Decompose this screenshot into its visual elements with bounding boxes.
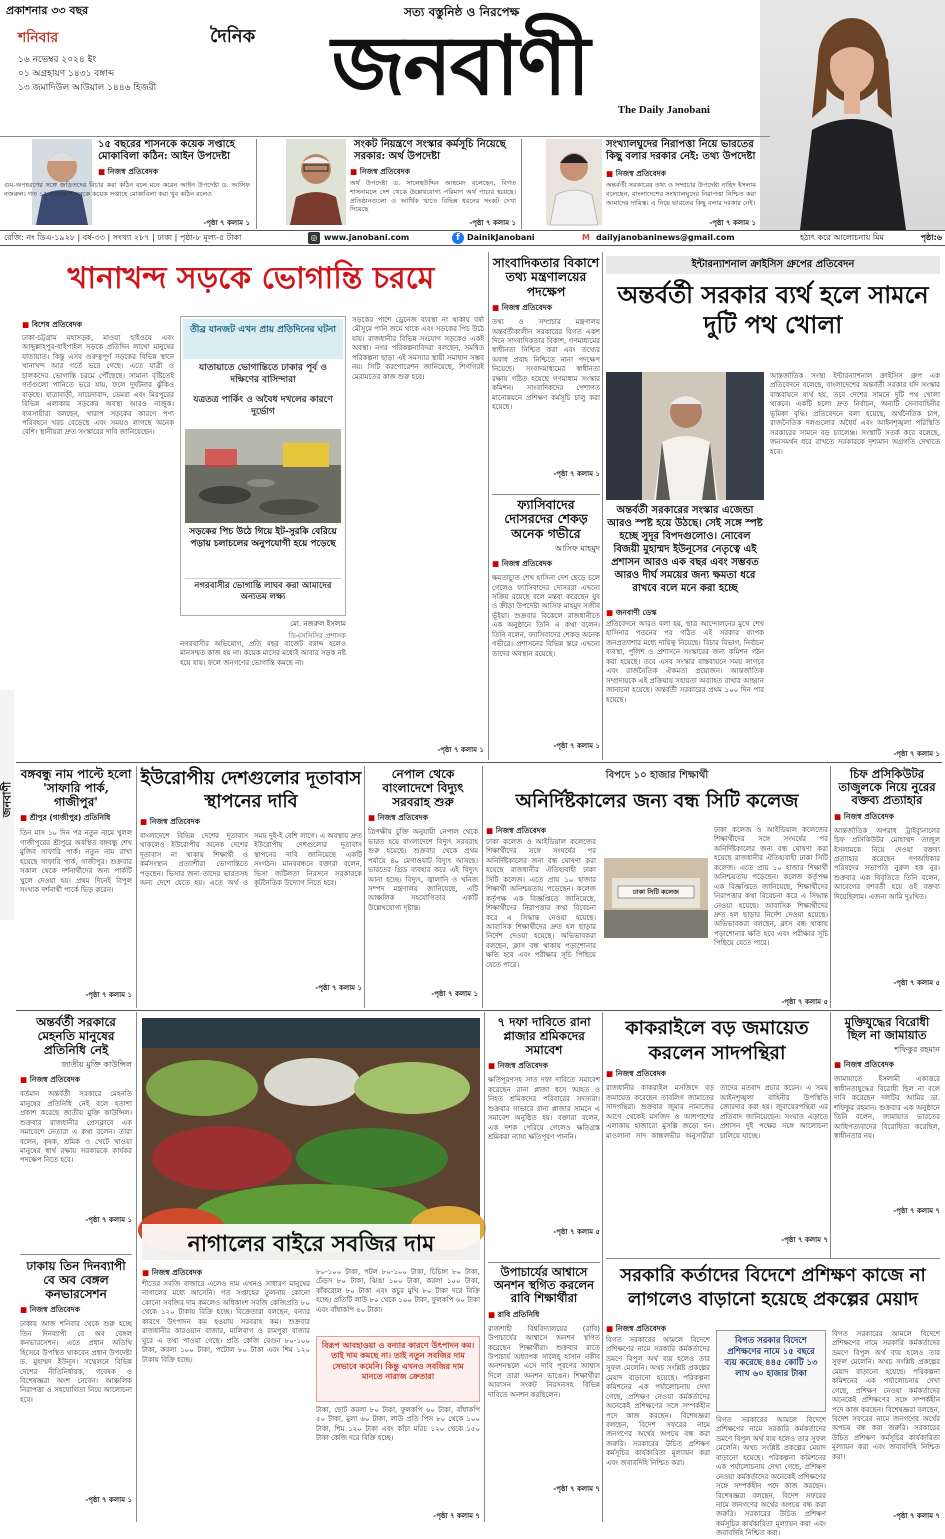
crisis-kicker: ইন্টারন্যাশনাল ক্রাইসিস গ্রুপের প্রতিবেদন bbox=[606, 256, 940, 274]
teaser-body: অন্তর্বর্তী সরকারের তথ্য ও সম্প্রচার উপদেষ্টা নাহিদ ইসলাম বলেছেন, বাংলাদেশের সংখ্যালঘুদের নিরাপত্তা নিশ্চিত করা আমাদের দায়িত্ব। এ নিয়ে ভারতের কিছু বলার দরকার নেই। bbox=[606, 181, 756, 207]
registration-info: রেজি: নং ডিএ-১৯২৮ | বর্ষ-৩৩ | সংখ্যা ২৮৭ | ঢাকা | পৃষ্ঠা-৮ মূল্য-৫ টাকা bbox=[4, 233, 242, 242]
finance-adviser-photo bbox=[286, 139, 346, 225]
crisis-body-1: আন্তর্জাতিক সংস্থা ইন্টারন্যাশনাল ক্রাইসিস গ্রুপ এক প্রতিবেদনে বলেছে, বাংলাদেশের অন্তর্বর্তী সরকার যদি সংস্কার বাস্তবায়নে ব্যর্থ হয়, তবে দেশের সামনে দুটি পথ খোলা থাকবে। একটি হলো দ্রুত নির্বাচন, অন্যটি সেনাবাহিনীর ভূমিকা বৃদ্ধি। প্রতিবেদনে বলা হয়েছে, অর্থনৈতিক চাপ, রাজনৈতিক দলগুলোর অধৈর্য এবং আইনশৃঙ্খলা পরিস্থিতি সরকারের সামনে বড় চ্যালেঞ্জ। সংস্থাটি সতর্ক করে বলেছে, জনসমর্থন ধরে রাখতে সরকারকে দৃশ্যমান অগ্রগতি দেখাতে হবে। bbox=[770, 372, 940, 456]
labour-source: জাতীয় মুক্তি কাউন্সিল bbox=[61, 1060, 132, 1070]
logo-text: জনবাণী bbox=[331, 18, 589, 114]
info-adviser-photo bbox=[546, 139, 602, 225]
lead-byline: ■ বিশেষ প্রতিবেদক bbox=[22, 320, 172, 332]
college-story[interactable] bbox=[486, 768, 828, 1008]
press-body: তথ্য ও সম্প্রচার মন্ত্রণালয় অন্তর্বর্তীকালীন সরকারের বিগত একশ দিনে সাংবাদিকতার বিকাশ, গণমাধ্যমের স্বাধীনতা নিশ্চিত করা এবং তথ্যের অবাধ প্রবাহ নিশ্চিতে নানা পদক্ষেপ নিয়েছে। সংবাদমাধ্যমের স্বাধীনতা রক্ষায় গঠিত হয়েছে গণমাধ্যম সংস্কার কমিশন। সাংবাদিকদের পেশাগত মানোন্নয়নে প্রশিক্ষণ কর্মসূচি চালু করা হয়েছে। bbox=[492, 318, 600, 412]
anniversary-label: প্রকাশনার ৩৩ বছর bbox=[6, 4, 89, 17]
masthead bbox=[0, 0, 945, 136]
fascist-body: ক্ষমতাচ্যুত শেখ হাসিনা দেশ ছেড়ে চলে গেলেও ফ্যাসিবাদের দোসররা এখনো সক্রিয় রয়েছে বলে মন্তব্য করেছেন যুব ও ক্রীড়া উপদেষ্টা আসিফ মাহমুদ সজীব ভূঁইয়া। শুক্রবার বিকেলে রাজধানীতে এক অনুষ্ঠানে তিনি এ কথা বলেন। তিনি বলেন, ফ্যাসিবাদের শেকড় অনেক গভীরে। প্রশাসনের বিভিন্ন স্তরে এখনো তাদের অবস্থান রয়েছে। bbox=[492, 574, 600, 658]
email-link[interactable]: dailyjanobaninews@gmail.com bbox=[596, 233, 735, 242]
feature-box-subtitle-2: যত্রতত্র পার্কিং ও অবৈধ দখলের কারণে দুর্ভোগ bbox=[193, 395, 333, 417]
date-english: ১৬ নভেম্বর ২০২৪ ইং bbox=[18, 55, 97, 65]
bengal-story[interactable] bbox=[20, 1260, 132, 1522]
prosecutor-byline: ■ নিজস্ব প্রতিবেদক bbox=[834, 812, 940, 824]
college-continued: -পৃষ্ঠা ৭ কলাম ৫ bbox=[781, 998, 828, 1006]
bengal-continued: -পৃষ্ঠা ৭ কলাম ১ bbox=[85, 1496, 132, 1505]
safari-body: তিন মাস ১০ দিন পর নতুন নামে খুলল গাজীপুরের শ্রীপুরে অবস্থিত বঙ্গবন্ধু শেখ মুজিব সাফারি পার্ক। নতুন নাম রাখা হয়েছে সাফারি পার্ক, গাজীপুর। শুক্রবার সকাল থেকে দর্শনার্থীদের জন্য পার্কটি খুলে দেওয়া হয়। প্রথম দিনেই বিপুল সংখ্যক দর্শনার্থী পার্কে ভিড় করেন। bbox=[20, 829, 132, 895]
nepal-headline: নেপাল থেকে বাংলাদেশে বিদ্যুৎ সরবরাহ শুরু bbox=[382, 767, 464, 809]
kakrail-body: রাজধানীর কাকরাইল মসজিদে বড় জমায়েত করেছেন তাবলিগ জামাতের সাদপন্থিরা। শুক্রবার জুমার নামাজের আগে থেকেই মসজিদ ও আশপাশের এলাকায় হাজারো মুসল্লি জড়ো হন। মাওলানা সাদ কান্ধলভীর অনুসারীরা তাদের মতবাদ প্রচার করেন। এ সময় আইনশৃঙ্খলা বাহিনীর উপস্থিতি জোরদার করা হয়। জুবায়েরপন্থিরা এর প্রতিবাদ জানিয়েছেন। সংঘাত এড়াতে প্রশাসন দুই পক্ষের সঙ্গে আলোচনা চালিয়ে যাচ্ছে। bbox=[606, 1084, 828, 1140]
college-kicker: বিপদে ১০ হাজার শিক্ষার্থী bbox=[605, 770, 709, 781]
teaser-continued: -পৃষ্ঠা ৭ কলাম ১ bbox=[709, 219, 756, 227]
logo-subtitle: The Daily Janobani bbox=[617, 104, 710, 116]
teaser-title: ১৫ বছরের শাসনকে কয়েক সপ্তাহে মোকাবিলা কঠিন: আইন উপদেষ্টা bbox=[98, 139, 235, 162]
embassy-headline: ইউরোপীয় দেশগুলোর দূতাবাস স্থাপনের দাবি bbox=[140, 768, 362, 812]
teaser-body: অর্থ উপদেষ্টা ড. সালেহউদ্দিন আহমেদ বলেছেন, বিগত শাসনামলে দেশ থেকে উল্লেখযোগ্য পরিমাণ অর্থ পাচার হয়েছে। প্রতিষ্ঠানগুলো ও আর্থিক খাতে বিভিন্ন ধরনের সংকট দেখা দিয়েছে bbox=[350, 179, 516, 214]
nepal-byline: ■ নিজস্ব প্রতিবেদক bbox=[368, 813, 478, 825]
feature-box-subtitle: যাতায়াতে ভোগান্তিতে ঢাকার পূর্ব ও দক্ষিণের বাসিন্দারা bbox=[199, 363, 327, 385]
lead-body-2: সড়কের পাশে ড্রেনেজ ব্যবস্থা না থাকায় বর্ষা মৌসুমে পানি জমে থাকে এবং সড়কের পিচ উঠে যায়। রাজধানীর বিভিন্ন সংযোগ সড়কেও একই অবস্থা। নগর পরিকল্পনাবিদরা বলছেন, সমন্বিত পরিকল্পনা ছাড়া এই সমস্যার স্থায়ী সমাধান সম্ভব নয়। সিটি করপোরেশন জানিয়েছে, শিগগিরই মেরামতের কাজ শুরু হবে। bbox=[352, 316, 484, 381]
training-headline: সরকারি কর্তাদের বিদেশে প্রশিক্ষণ কাজে না লাগলেও বাড়ানো হয়েছে প্রকল্পের মেয়াদ bbox=[620, 1265, 926, 1311]
safari-headline: বঙ্গবন্ধু নাম পাল্টে হলো 'সাফারি পার্ক, গাজীপুর' bbox=[20, 767, 132, 809]
website-link[interactable]: www.janobani.com bbox=[324, 233, 410, 242]
embassy-body: বাংলাদেশে বিভিন্ন দেশের দূতাবাস থাকলেও ইউরোপীয় অনেক দেশের দূতাবাস না থাকায় শিক্ষার্থী ও কর্মসংস্থান প্রত্যাশীরা ভোগান্তিতে পড়ছেন। ভিসার জন্য তাদের ভারতসহ অন্য দেশে যেতে হয়। এতে অর্থ ও সময় দুই-ই বেশি লাগে। এ অবস্থায় দ্রুত ইউরোপীয় দেশগুলোর দূতাবাস স্থাপনের দাবি জানিয়েছে একটি সংগঠন। মানববন্ধনে বক্তারা বলেন, ভিসা জটিলতা নিরসনে সরকারকে কূটনৈতিক উদ্যোগ নিতে হবে। bbox=[140, 832, 362, 888]
lead-headline: খানাখন্দ সড়কে ভোগান্তি চরমে bbox=[67, 261, 435, 296]
yunus-photo bbox=[606, 372, 764, 500]
crisis-pullquote: অন্তর্বর্তী সরকারের সংস্কার এজেন্ডা আরও স্পষ্ট হয়ে উঠছে। সেই সঙ্গে স্পষ্ট হচ্ছে সুদূর বিপদগুলোও। নোবেল বিজয়ী মুহাম্মদ ইউনূসের নেতৃত্বে এই প্রশাসন আরও এক বছর এবং সম্ভবত আরও দীর্ঘ সময়ের জন্য ক্ষমতা ধরে রাখবে বলে মনে করা হচ্ছে bbox=[607, 505, 763, 594]
teaser-continued: -পৃষ্ঠা ৭ কলাম ১ bbox=[203, 219, 250, 227]
feature-box-title: তীব্র যানজট এখন প্রায় প্রতিদিনের ঘটনা bbox=[183, 319, 343, 359]
prosecutor-body: আন্তর্জাতিক অপরাধ ট্রাইব্যুনালের চিফ প্রসিকিউটর মোহাম্মদ তাজুল ইসলামকে নিয়ে দেওয়া বক্তব্য প্রত্যাহার করেছেন গণঅধিকার পরিষদের সভাপতি নুরুল হক নুর। শুক্রবার এক বিবৃতিতে তিনি বলেন, আবেগের বশবর্তী হয়ে ওই বক্তব্য দিয়েছিলাম। এজন্য আমি দুঃখিত। bbox=[834, 826, 940, 901]
jamaat-story[interactable] bbox=[834, 1016, 940, 1256]
rabi-byline: ■ রাবি প্রতিনিধি bbox=[488, 1310, 600, 1322]
lead-body-1: ঢাকা-চট্টগ্রাম মহাসড়ক, মাওয়া হাইওয়ে এবং আব্দুল্লাহপুর-বাইপাইল সড়কে প্রতিদিন লাখো মানুষের যাতায়াত। কিন্তু এসব গুরুত্বপূর্ণ সড়কের বিভিন্ন স্থানে খানাখন্দ আর গর্তে ভরে গেছে। এতে যাত্রী ও চালকদের ভোগান্তি চরমে পৌঁছেছে। সামান্য বৃষ্টিতেই গর্তগুলো পানিতে ভরে যায়, ফলে দুর্ঘটনার ঝুঁকিও বাড়ছে। যাত্রাবাড়ী, সায়েদাবাদ, ডেমরা এবং মিরপুরের বিভিন্ন এলাকায় সড়কের অবস্থা আরও নাজুক। ব্যবসায়ীরা বলছেন, খারাপ সড়কের কারণে পণ্য পরিবহনে খরচ বেড়েছে এবং সময়ও লাগছে অনেক বেশি। স্থানীয়রা দ্রুত সংস্কারের দাবি জানিয়েছেন। bbox=[22, 334, 174, 437]
jamaat-speaker: শফিকুর রহমান bbox=[894, 1045, 940, 1055]
training-continued: -পৃষ্ঠা ৭ কলাম ৭ bbox=[893, 1512, 940, 1520]
teaser-finance-adviser[interactable] bbox=[260, 139, 518, 227]
press-story[interactable] bbox=[492, 256, 600, 492]
labour-story[interactable] bbox=[20, 1016, 132, 1246]
fascist-story[interactable] bbox=[492, 498, 600, 760]
college-body: ঢাকা কলেজ ও আইডিয়াল কলেজের শিক্ষার্থীদের সঙ্গে সংঘর্ষের পর অনির্দিষ্টকালের জন্য বন্ধ ঘোষণা করা হয়েছে রাজধানীর ঐতিহ্যবাহী ঢাকা সিটি কলেজ। এতে প্রায় ১০ হাজার শিক্ষার্থী অনিশ্চয়তায় পড়েছেন। কলেজ কর্তৃপক্ষ এক বিজ্ঞপ্তিতে জানিয়েছে, শিক্ষার্থীদের নিরাপত্তার কথা বিবেচনা করে এ সিদ্ধান্ত নেওয়া হয়েছে। আবাসিক শিক্ষার্থীদের দ্রুত হল ছাড়ার নির্দেশ দেওয়া হয়েছে। অভিভাবকরা বলছেন, ক্লাস বন্ধ থাকায় পড়াশোনার ক্ষতি হবে এবং পরীক্ষার সূচি পিছিয়ে যেতে পারে। bbox=[486, 838, 596, 969]
facebook-link[interactable]: DainikJanobani bbox=[467, 233, 535, 242]
mail-icon: M bbox=[582, 233, 590, 242]
kakrail-headline: কাকরাইলে বড় জমায়েত করলেন সাদপন্থিরা bbox=[625, 1017, 809, 1064]
labour-byline: ■ নিজস্ব প্রতিবেদক bbox=[20, 1075, 132, 1087]
teaser-continued: -পৃষ্ঠা ৭ কলাম ১ bbox=[469, 219, 516, 227]
side-strip-logo: জনবাণী bbox=[0, 781, 14, 818]
page-number: পৃষ্ঠা:৬ bbox=[920, 233, 942, 242]
feature-quote: সড়কের পিচ উঠে গিয়ে ইট-সুরকি বেরিয়ে পড়ায় চলাচলের অনুপযোগী হয়ে পড়েছে bbox=[185, 527, 341, 579]
safari-continued: -পৃষ্ঠা ৭ কলাম ১ bbox=[85, 991, 132, 1000]
broken-road-photo bbox=[185, 429, 341, 523]
date-hijri: ১৩ জমাদিউল আউয়াল ১৪৪৬ হিজরী bbox=[18, 83, 157, 93]
slogan: সত্য বস্তুনিষ্ঠ ও নিরপেক্ষ bbox=[404, 5, 520, 19]
lead-body-3: নগরবাসীর অভিযোগ, প্রতি বছর বাজেট বরাদ্দ হলেও মানসম্মত কাজ হয় না। কয়েক মাসের মধ্যেই আবার সড়ক নষ্ট হয়ে যায়। ফলে জনগণের ভোগান্তি কমছে না। bbox=[180, 640, 346, 667]
bengal-body: ঢাকায় আজ শনিবার থেকে শুরু হচ্ছে তিন দিনব্যাপী বে অব বেঙ্গল কনভারসেশন। এতে প্রধান অতিথি হিসেবে উপস্থিত থাকবেন প্রধান উপদেষ্টা ড. মুহাম্মদ ইউনূস। সম্মেলনে বিভিন্ন দেশের নীতিনির্ধারক, গবেষক ও বিশেষজ্ঞরা অংশ নেবেন। আঞ্চলিক নিরাপত্তা ও সহযোগিতা নিয়ে আলোচনা হবে। bbox=[20, 1320, 132, 1404]
embassy-continued: -পৃষ্ঠা ৭ কলাম ১ bbox=[315, 984, 362, 992]
training-body-3: বিগত সরকারের আমলে বিদেশে প্রশিক্ষণের নামে সরকারি কর্মকর্তাদের ভ্রমণে বিপুল অর্থ ব্যয় হলেও তার সুফল মেলেনি। অথচ সংশ্লিষ্ট প্রকল্পের মেয়াদ বাড়ানো হয়েছে। পরিকল্পনা কমিশনের এক পর্যালোচনায় দেখা গেছে, প্রশিক্ষণ নেওয়া কর্মকর্তাদের অনেকেই প্রশিক্ষণের সঙ্গে সম্পর্কহীন পদে কাজ করছেন। বিশেষজ্ঞরা বলছেন, বিদেশ সফরের নামে জনগণের অর্থের অপচয় বন্ধ করা জরুরি। সরকারের উচিত প্রশিক্ষণ কর্মসূচির কার্যকারিতা মূল্যায়ন করা এবং জবাবদিহি নিশ্চিত করা। bbox=[832, 1330, 940, 1461]
bengal-byline: ■ নিজস্ব প্রতিবেদক bbox=[20, 1305, 132, 1317]
date-bangla: ০১ অগ্রহায়ণ ১৪৩১ বঙ্গাব্দ bbox=[18, 69, 115, 79]
jamaat-byline: ■ নিজস্ব প্রতিবেদক bbox=[834, 1060, 940, 1072]
crisis-continued: -পৃষ্ঠা ৭ কলাম ১ bbox=[893, 750, 940, 758]
training-highlight-box: বিগত সরকার বিদেশে প্রশিক্ষণের নামে ১৫ বছরে ব্যয় করেছে ৪৪৫ কোটি ১৩ লাখ ৬০ হাজার টাকা bbox=[716, 1330, 826, 1412]
teaser-byline: ■ নিজস্ব প্রতিবেদক bbox=[350, 167, 512, 179]
crisis-byline: ■ জনবাণী ডেস্ক bbox=[606, 608, 764, 620]
prosecutor-story[interactable] bbox=[834, 768, 940, 1008]
bengal-headline: ঢাকায় তিন দিনব্যাপী বে অব বেঙ্গল কনভারসেশন bbox=[26, 1259, 126, 1301]
newspaper-logo[interactable] bbox=[205, 18, 715, 114]
nepal-continued: -পৃষ্ঠা ৭ কলাম ১ bbox=[431, 990, 478, 999]
prosecutor-headline: চিফ প্রসিকিউটর তাজুলকে নিয়ে নুরের বক্তব্য প্রত্যাহার bbox=[838, 767, 936, 808]
embassy-story[interactable] bbox=[140, 768, 362, 1008]
vegetable-byline: ■ নিজস্ব প্রতিবেদক bbox=[142, 1268, 312, 1280]
side-strip bbox=[0, 690, 14, 920]
vegetable-headline-bar[interactable] bbox=[142, 1224, 480, 1264]
embassy-byline: ■ নিজস্ব প্রতিবেদক bbox=[140, 817, 362, 829]
fascist-headline: ফ্যাসিবাদের দোসরদের শেকড় অনেক গভীরে bbox=[504, 497, 588, 541]
woman-figure-icon bbox=[760, 0, 945, 230]
press-continued: -পৃষ্ঠা ৭ কলাম ১ bbox=[553, 470, 600, 479]
crisis-body-2: প্রতিবেদনে আরও বলা হয়, ছাত্র আন্দোলনের মুখে শেখ হাসিনার পতনের পর গঠিত এই সরকার ব্যাপক জনপ্রত্যাশার মধ্যে দায়িত্ব নিয়েছে। বিচার বিভাগ, নির্বাচন ব্যবস্থা, পুলিশ ও প্রশাসনে সংস্কারের জন্য কমিশন গঠন করা হয়েছে। তবে এসব সংস্কার বাস্তবায়নে সময় লাগবে এবং রাজনৈতিক ঐকমত্য প্রয়োজন। আন্তর্জাতিক সম্প্রদায়কে এই প্রক্রিয়ায় সহায়তা অব্যাহত রাখার আহ্বান জানানো হয়েছে। অন্তর্বর্তী সরকারের প্রথম ১০০ দিন পার হয়েছে। bbox=[606, 620, 764, 704]
college-body-2: ঢাকা কলেজ ও আইডিয়াল কলেজের শিক্ষার্থীদের সঙ্গে সংঘর্ষের পর অনির্দিষ্টকালের জন্য বন্ধ ঘোষণা করা হয়েছে রাজধানীর ঐতিহ্যবাহী ঢাকা সিটি কলেজ। এতে প্রায় ১০ হাজার শিক্ষার্থী অনিশ্চয়তায় পড়েছেন। কলেজ কর্তৃপক্ষ এক বিজ্ঞপ্তিতে জানিয়েছে, শিক্ষার্থীদের নিরাপত্তার কথা বিবেচনা করে এ সিদ্ধান্ত নেওয়া হয়েছে। আবাসিক শিক্ষার্থীদের দ্রুত হল ছাড়ার নির্দেশ দেওয়া হয়েছে। অভিভাবকরা বলছেন, ক্লাস বন্ধ থাকায় পড়াশোনার ক্ষতি হবে এবং পরীক্ষার সূচি পিছিয়ে যেতে পারে। bbox=[714, 826, 828, 948]
quote-author: মো. নজরুল ইসলাম bbox=[290, 620, 346, 628]
jamaat-headline: মুক্তিযুদ্ধের বিরোধী ছিল না জামায়াত bbox=[844, 1015, 930, 1043]
training-body-2: বিগত সরকারের আমলে বিদেশে প্রশিক্ষণের নামে সরকারি কর্মকর্তাদের ভ্রমণে বিপুল অর্থ ব্যয় হলেও তার সুফল মেলেনি। অথচ সংশ্লিষ্ট প্রকল্পের মেয়াদ বাড়ানো হয়েছে। পরিকল্পনা কমিশনের এক পর্যালোচনায় দেখা গেছে, প্রশিক্ষণ নেওয়া কর্মকর্তাদের অনেকেই প্রশিক্ষণের সঙ্গে সম্পর্কহীন পদে কাজ করছেন। বিশেষজ্ঞরা বলছেন, বিদেশ সফরের নামে জনগণের অর্থের অপচয় বন্ধ করা জরুরি। সরকারের উচিত প্রশিক্ষণ কর্মসূচির কার্যকারিতা মূল্যায়ন করা এবং জবাবদিহি নিশ্চিত করা। bbox=[716, 1416, 826, 1538]
dainik-label: দৈনিক bbox=[210, 26, 256, 47]
teaser-title: সংখ্যালঘুদের নিরাপত্তা নিয়ে ভারতের কিছু বলার দরকার নেই: তথ্য উপদেষ্টা bbox=[606, 139, 756, 162]
info-bar bbox=[0, 230, 945, 246]
vegetable-body-2: ৮০-১০০ টাকা, পটল ৮০-১০০ টাকা, চিচিঙ্গা ৮০ টাকা, ঢেঁড়স ৮০ টাকা, ঝিঙা ১০০ টাকা, করলা ১০০ টাকা, কাঁকরোল ৮০ টাকা এবং কচুর মুখি ৮০ টাকা দরে বিক্রি হচ্ছে। প্রতিটি লাউ ৮০ থেকে ১০০ টাকা, ফুলকপি ৬০ টাকা এবং বাঁধাকপি ৫০ টাকা। bbox=[316, 1268, 480, 1314]
garments-body: ক্ষতিপূরণসহ সাত দফা দাবিতে সমাবেশ করেছেন রানা প্লাজা ধসে আহত ও নিহত শ্রমিকদের পরিবারের সদস্যরা। শুক্রবার সাভারে রানা প্লাজার সামনে এ সমাবেশ অনুষ্ঠিত হয়। বক্তারা বলেন, এক দশক পেরিয়ে গেলেও ক্ষতিগ্রস্ত শ্রমিকরা ন্যায্য ক্ষতিপূরণ পাননি। bbox=[488, 1076, 600, 1142]
vegetable-headline: নাগালের বাইরে সবজির দাম bbox=[187, 1231, 435, 1257]
teaser-info-adviser[interactable] bbox=[526, 139, 758, 227]
garments-story[interactable] bbox=[488, 1016, 600, 1262]
feature-quote-2: নগরবাসীর ভোগান্তি লাঘব করা আমাদের অন্যতম লক্ষ্য bbox=[194, 581, 332, 603]
vegetable-pullquote: বিরূপ আবহাওয়া ও বন্যার কারণে উৎপাদন কম। তাই দাম কমছে না। তাই নতুন সবজির দাম সেভাবে কমেনি। কিন্তু এখনও সবজির দাম মানতে নারাজ ক্রেতারা bbox=[316, 1336, 480, 1402]
labour-continued: -পৃষ্ঠা ৭ কলাম ১ bbox=[85, 1216, 132, 1225]
teaser-byline: ■ নিজস্ব প্রতিবেদক bbox=[606, 169, 756, 181]
celebrity-photo bbox=[760, 0, 945, 230]
rabi-headline: উপাচার্যের আশ্বাসে অনশন স্থগিত করলেন রাবি শিক্ষার্থীরা bbox=[494, 1265, 594, 1306]
quote-attribution bbox=[180, 618, 346, 640]
globe-icon: ◎ bbox=[308, 232, 320, 244]
nepal-story[interactable] bbox=[368, 768, 478, 1008]
college-sign-text: ঢাকা সিটি কলেজ bbox=[633, 888, 679, 896]
lead-continued: -পৃষ্ঠা ৭ কলাম ১ bbox=[437, 746, 484, 754]
teaser-body: গুম-অপহরণের সঙ্গে জড়িতদের বিচার করা কঠিন বলে মনে করেন আইন উপদেষ্টা ড. আসিফ নজরুল। গত ১৫ বছরের শাসনকে কয়েক সপ্তাহে মোকাবিলা করা খুব কঠিন বলেও bbox=[4, 181, 250, 198]
fascist-speaker: আসিফ মাহমুদ bbox=[555, 544, 600, 554]
vegetable-body-3: টাকা, ছোট করলা ৮০ টাকা, ফুলকপি ৬০ টাকা, বাঁধাকপি ৫০ টাকা, মুলা ৬০ টাকা, লাউ প্রতি পিস ৮০ থেকে ১০০ টাকা, শিম ১২০ টাকা এবং কাঁচা মরিচ ১২০ থেকে ১৫০ টাকা কেজি দরে বিক্রি হচ্ছে। bbox=[316, 1406, 480, 1443]
kakrail-byline: ■ নিজস্ব প্রতিবেদক bbox=[606, 1069, 828, 1081]
college-headline: অনির্দিষ্টকালের জন্য বন্ধ সিটি কলেজ bbox=[515, 790, 799, 812]
vegetable-body: শীতের সবজি বাজারে এলেও দাম এখনও সাধারণ মানুষের নাগালের মধ্যে আসেনি। গত সপ্তাহের তুলনায় কোনো কোনো সবজির দাম কমলেও অধিকাংশ সবজি কেজিপ্রতি ৮০ থেকে ১২০ টাকায় বিক্রি হচ্ছে। বিক্রেতারা বলছেন, বন্যার কারণে উৎপাদন কম হওয়ায় সরবরাহ কম। শুক্রবার রাজধানীর কারওয়ান বাজার, মালিবাগ ও রামপুরা বাজার ঘুরে এ তথ্য পাওয়া গেছে। প্রতি কেজি বেগুন ৮০-১০০ টাকা, করলা ১০০ টাকা, পটোল ৮০ টাকা এবং শিম ১২০ টাকায় বিক্রি হচ্ছে। bbox=[142, 1280, 310, 1364]
fascist-byline: ■ নিজস্ব প্রতিবেদক bbox=[492, 559, 600, 571]
vegetable-continued: -পৃষ্ঠা ৭ কলাম ৭ bbox=[433, 1512, 480, 1520]
safari-byline: ■ শ্রীপুর (গাজীপুর) প্রতিনিধি bbox=[20, 813, 132, 825]
labour-body: বর্তমান অন্তর্বর্তী সরকারে মেহনতি মানুষের প্রতিনিধি নেই বলে হতাশা প্রকাশ করেছে জাতীয় মুক্তি কাউন্সিল। শুক্রবার রাজধানীর প্রেসক্লাবে এক সমাবেশে নেতারা এ কথা বলেন। তারা বলেন, কৃষক, শ্রমিক ও খেটে খাওয়া মানুষের স্বার্থ রক্ষায় সরকারকে কার্যকর পদক্ষেপ নিতে হবে। bbox=[20, 1090, 132, 1165]
garments-continued: -পৃষ্ঠা ৭ কলাম ৫ bbox=[553, 1228, 600, 1237]
kakrail-story[interactable] bbox=[606, 1016, 828, 1256]
press-headline: সাংবাদিকতার বিকাশে তথ্য মন্ত্রণালয়ের পদক্ষেপ bbox=[492, 255, 600, 299]
teaser-law-adviser[interactable] bbox=[4, 139, 252, 227]
safari-story[interactable] bbox=[20, 768, 132, 1004]
rabi-continued: -পৃষ্ঠা ৭ কলাম ৭ bbox=[553, 1484, 600, 1493]
rabi-body: রাজশাহী বিশ্ববিদ্যালয়ের (রাবি) উপাচার্যের আশ্বাসে অনশন স্থগিত করেছেন শিক্ষার্থীরা। শুক্রবার রাতে উপাচার্য অধ্যাপক সালেহ্ হাসান নকীব অনশনস্থলে এসে দাবি পূরণের আশ্বাস দিলে তারা অনশন ভাঙেন। শিক্ষার্থীরা আবাসন সংকট নিরসনসহ বিভিন্ন দাবিতে অনশন করছিলেন। bbox=[488, 1324, 600, 1399]
celebrity-teaser[interactable]: হঠাৎ করে আলোচনায় মিম bbox=[799, 233, 884, 242]
rabi-story[interactable] bbox=[488, 1266, 600, 1522]
day-label: শনিবার bbox=[18, 30, 59, 46]
press-byline: ■ নিজস্ব প্রতিবেদক bbox=[492, 303, 600, 315]
teaser-byline: ■ নিজস্ব প্রতিবেদক bbox=[98, 167, 250, 179]
lead-headline-box[interactable] bbox=[20, 256, 482, 306]
kakrail-continued: -পৃষ্ঠা ৭ কলাম ৭ bbox=[781, 1236, 828, 1245]
fascist-continued: -পৃষ্ঠা ৭ কলাম ১ bbox=[553, 742, 600, 751]
training-story[interactable] bbox=[606, 1264, 940, 1538]
college-byline: ■ নিজস্ব প্রতিবেদক bbox=[486, 826, 596, 838]
quote-role: ডিএসসিসির প্রশাসক bbox=[288, 632, 346, 640]
city-college-photo bbox=[604, 858, 708, 938]
lead-feature-box bbox=[180, 316, 346, 616]
jamaat-body: জামায়াতে ইসলামী একাত্তরে স্বাধীনতাযুদ্ধের বিরোধী ছিল না বলে দাবি করেছেন দলটির আমির ডা. শফিকুর রহমান। শুক্রবার এক অনুষ্ঠানে তিনি বলেন, জামায়াত ভারতের আধিপত্যবাদের বিরোধিতা করেছিল, স্বাধীনতার নয়। bbox=[834, 1075, 940, 1141]
training-byline: ■ নিজস্ব প্রতিবেদক bbox=[606, 1324, 710, 1336]
crisis-headline[interactable]: অন্তর্বর্তী সরকার ব্যর্থ হলে সামনে দুটি পথ খোলা bbox=[617, 280, 929, 339]
prosecutor-continued: -পৃষ্ঠা ৭ কলাম ৫ bbox=[893, 978, 940, 987]
jamaat-continued: -পৃষ্ঠা ৭ কলাম ৭ bbox=[893, 1207, 940, 1216]
facebook-icon: f bbox=[452, 232, 464, 244]
teaser-title: সংকট নিয়ন্ত্রণে সংস্কার কর্মসূচি নিয়েছে সরকার: অর্থ উপদেষ্টা bbox=[354, 139, 506, 162]
nepal-body: ত্রিপক্ষীয় চুক্তি অনুযায়ী নেপাল থেকে ভারত হয়ে বাংলাদেশে বিদ্যুৎ সরবরাহ শুরু হয়েছে। শুক্রবার থেকে প্রথম পর্যায়ে ৪০ মেগাওয়াট বিদ্যুৎ আসছে। ভারতের গ্রিড ব্যবহার করে এই বিদ্যুৎ আনা হচ্ছে। বিদ্যুৎ, জ্বালানি ও খনিজ সম্পদ মন্ত্রণালয় জানিয়েছে, এটি আঞ্চলিক সহযোগিতার একটি উল্লেখযোগ্য দৃষ্টান্ত। bbox=[368, 828, 478, 912]
garments-headline: ৭ দফা দাবিতে রানা প্লাজার শ্রমিকদের সমাবেশ bbox=[497, 1015, 591, 1057]
training-body: বিগত সরকারের আমলে বিদেশে প্রশিক্ষণের নামে সরকারি কর্মকর্তাদের ভ্রমণে বিপুল অর্থ ব্যয় হলেও তার সুফল মেলেনি। অথচ সংশ্লিষ্ট প্রকল্পের মেয়াদ বাড়ানো হয়েছে। পরিকল্পনা কমিশনের এক পর্যালোচনায় দেখা গেছে, প্রশিক্ষণ নেওয়া কর্মকর্তাদের অনেকেই প্রশিক্ষণের সঙ্গে সম্পর্কহীন পদে কাজ করছেন। বিশেষজ্ঞরা বলছেন, বিদেশ সফরের নামে জনগণের অর্থের অপচয় বন্ধ করা জরুরি। সরকারের উচিত প্রশিক্ষণ কর্মসূচির কার্যকারিতা মূল্যায়ন করা এবং জবাবদিহি নিশ্চিত করা। bbox=[606, 1336, 710, 1467]
garments-byline: ■ নিজস্ব প্রতিবেদক bbox=[488, 1061, 600, 1073]
labour-headline: অন্তর্বর্তী সরকারে মেহনতি মানুষের প্রতিনিধি নেই bbox=[36, 1015, 116, 1057]
